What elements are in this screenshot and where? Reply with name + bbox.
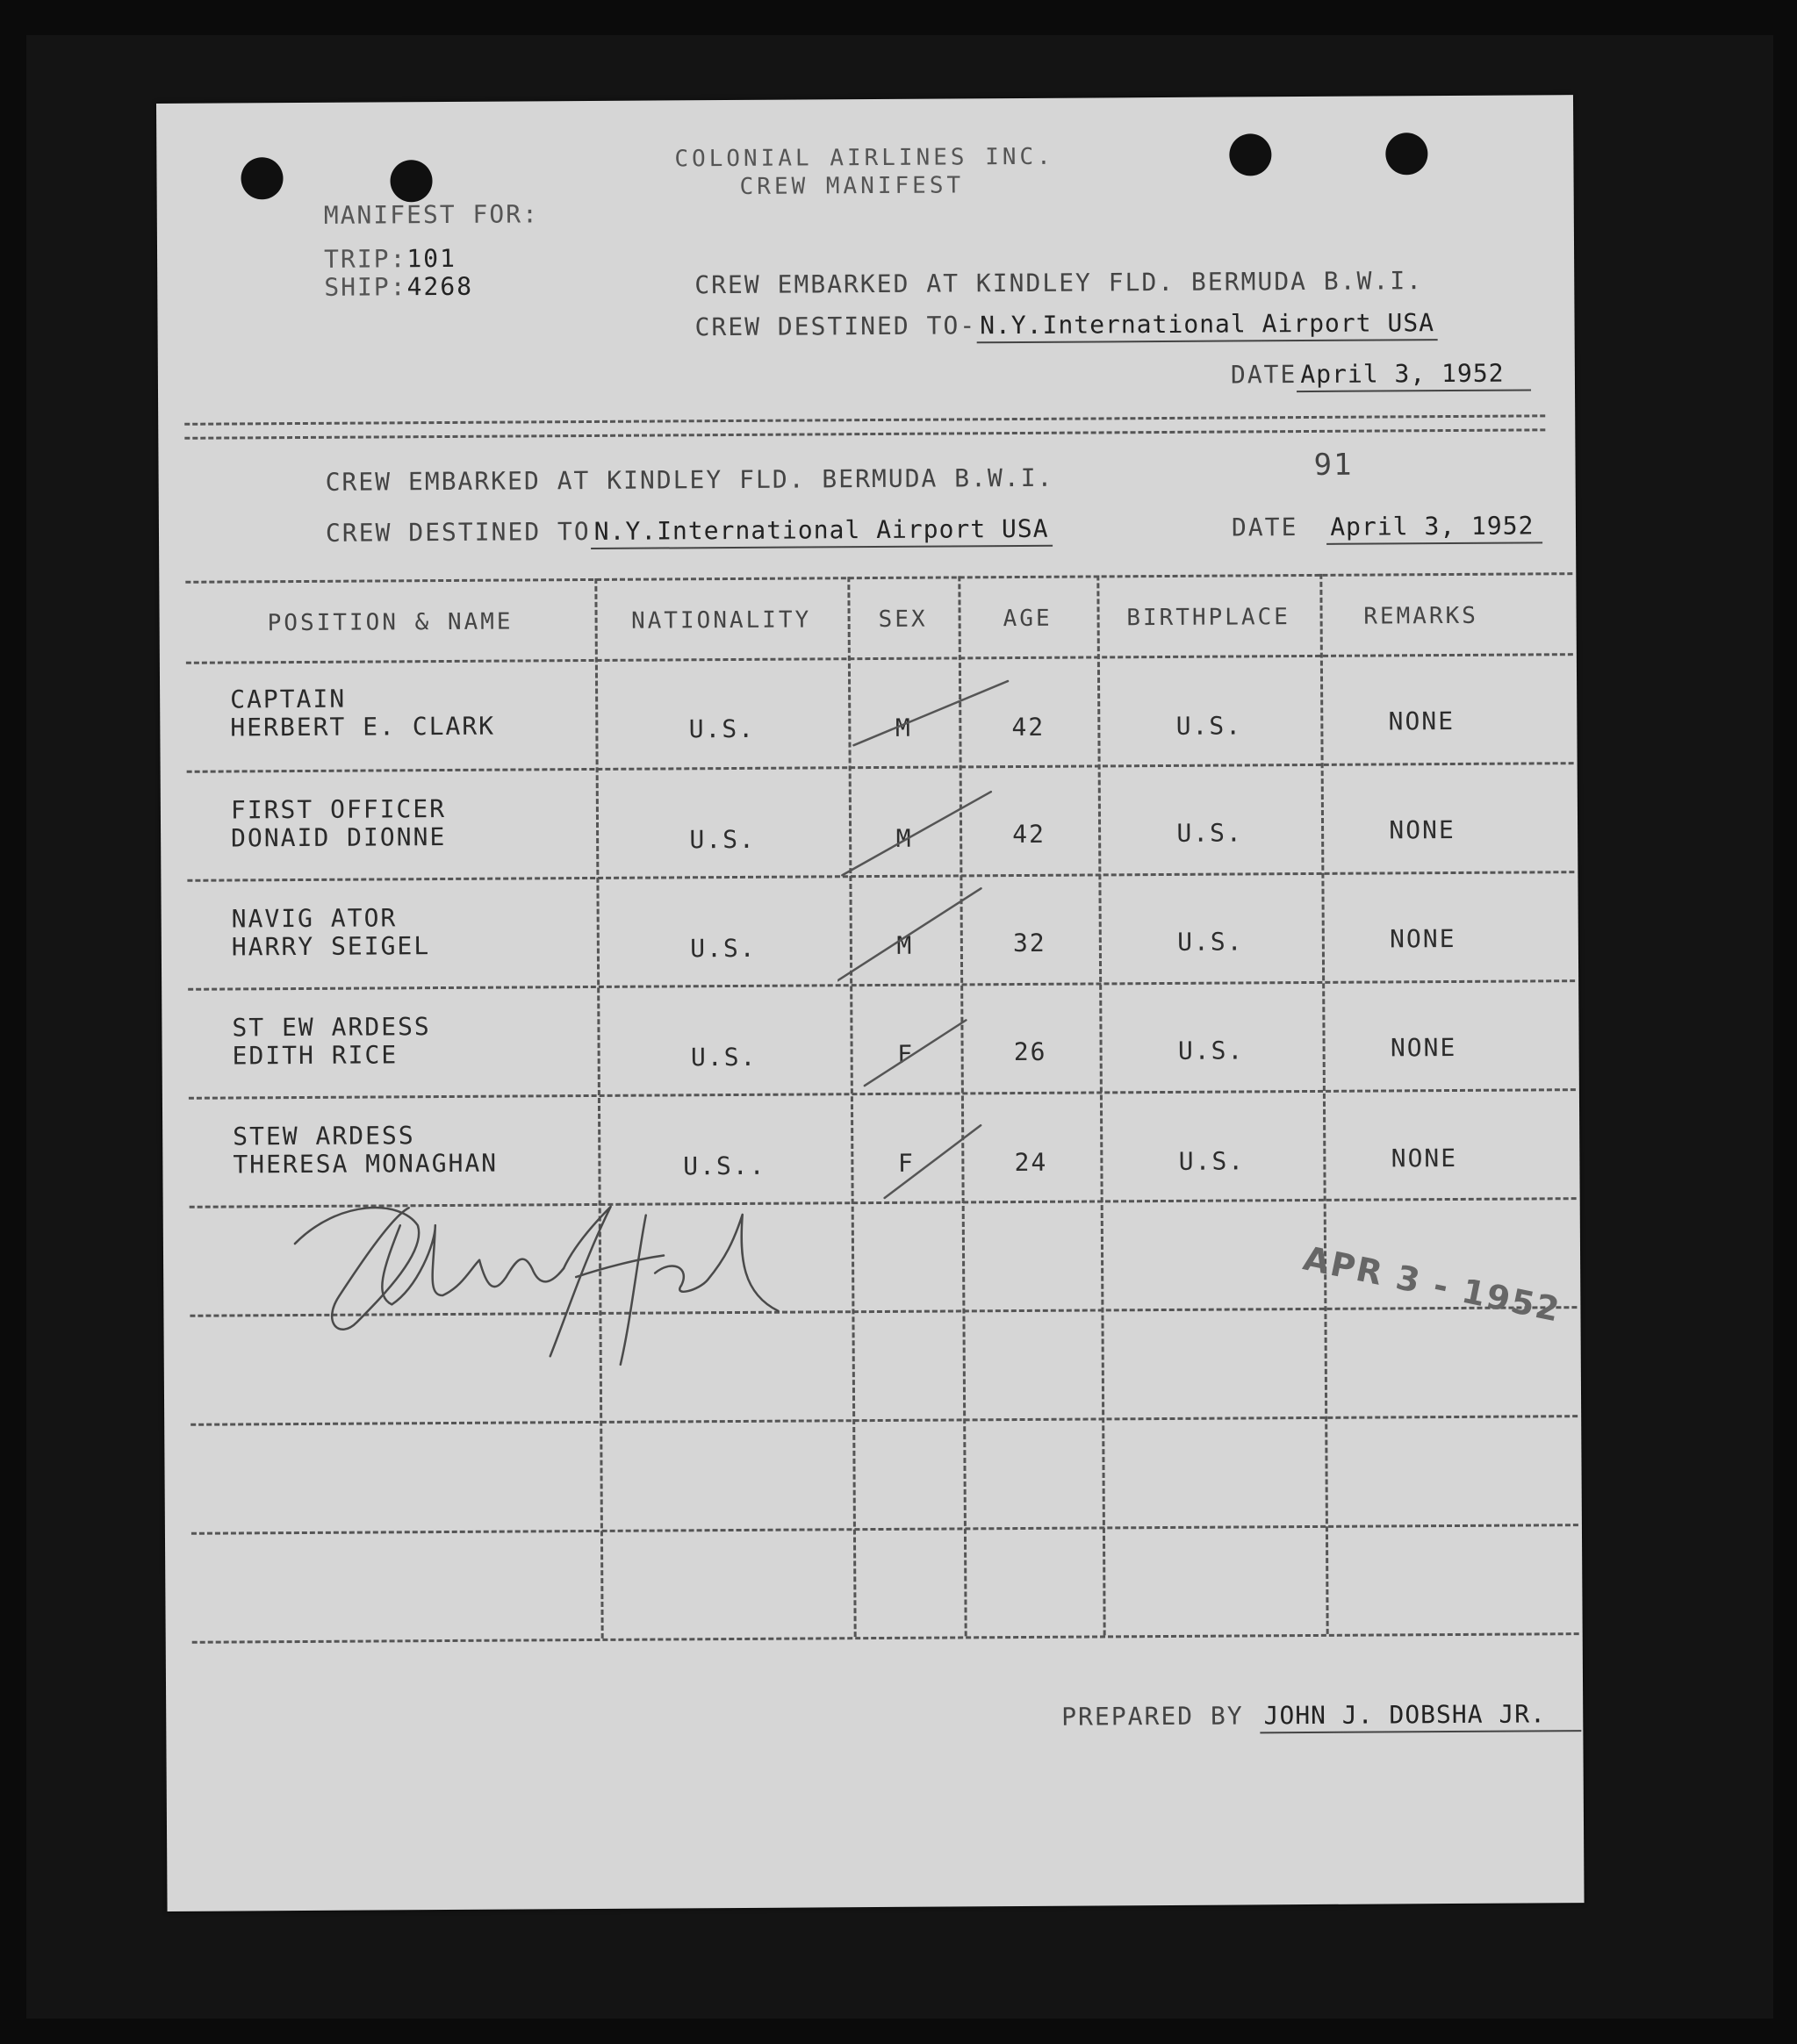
page-number: 91 — [1313, 447, 1354, 483]
table-row-birthplace: U.S. — [1176, 818, 1243, 848]
table-row-remarks: NONE — [1391, 1143, 1458, 1173]
table-rule — [190, 1415, 1578, 1426]
table-row-name: EDITH RICE — [232, 1040, 399, 1071]
table-row-sex: M — [895, 823, 913, 853]
table-row-position: STEW ARDESS — [233, 1121, 415, 1151]
table-row-name: HERBERT E. CLARK — [230, 711, 496, 742]
punch-hole-icon — [1385, 133, 1427, 175]
trip-value: 101 — [406, 243, 457, 274]
header-date-value: April 3, 1952 — [1297, 358, 1530, 392]
section-date: DATE April 3, 1952 — [1232, 511, 1543, 541]
section-destined-value: N.Y.International Airport USA — [591, 514, 1053, 549]
table-row-remarks: NONE — [1390, 1032, 1457, 1063]
table-row-name: DONAID DIONNE — [231, 821, 447, 853]
manifest-page — [156, 95, 1585, 1911]
table-row-age: 24 — [1014, 1147, 1048, 1178]
table-row-birthplace: U.S. — [1178, 1146, 1246, 1176]
punch-hole-icon — [241, 157, 283, 199]
company-name: COLONIAL AIRLINES INC. — [674, 143, 1054, 173]
table-rule — [191, 1524, 1578, 1535]
table-row-sex: F — [897, 1148, 915, 1178]
section-destined: CREW DESTINED TO N.Y.International Airport USA — [326, 514, 1053, 548]
check-mark-icon — [853, 681, 1008, 745]
table-row-position: FIRST OFFICER — [230, 793, 447, 825]
date-stamp: APR 3 - 1952 — [1299, 1238, 1564, 1330]
table-row-age: 32 — [1012, 928, 1046, 958]
punch-hole-icon — [390, 160, 432, 202]
table-row-name: THERESA MONAGHAN — [233, 1148, 499, 1180]
table-row-birthplace: U.S. — [1175, 711, 1243, 741]
table-row-nationality: U.S. — [689, 824, 756, 855]
check-marks — [836, 660, 1067, 1241]
prepared-by: PREPARED BY JOHN J. DOBSHA JR. — [1061, 1699, 1581, 1732]
table-row-remarks: NONE — [1390, 923, 1456, 954]
header-destined: CREW DESTINED TO- N.Y.International Airport USA — [694, 308, 1438, 341]
check-mark-icon — [884, 1125, 981, 1198]
table-row-name: HARRY SEIGEL — [231, 931, 431, 962]
table-row-sex: M — [896, 930, 914, 960]
table-row-nationality: U.S. — [688, 714, 756, 744]
table-row-nationality: U.S. — [690, 933, 757, 964]
table-row-position: NAVIG ATOR — [231, 903, 398, 934]
table-row-age: 26 — [1013, 1036, 1047, 1067]
check-mark-icon — [837, 888, 981, 980]
column-header-remarks: REMARKS — [1363, 602, 1478, 630]
column-header-sex: SEX — [878, 606, 928, 633]
table-rule — [185, 572, 1572, 584]
table-rule — [192, 1632, 1579, 1644]
ship-line: SHIP:4268 — [324, 271, 474, 302]
column-header-birthplace: BIRTHPLACE — [1126, 604, 1290, 632]
table-row-nationality: U.S. — [690, 1042, 758, 1072]
ship-value: 4268 — [406, 271, 474, 302]
prepared-by-value: JOHN J. DOBSHA JR. — [1260, 1699, 1581, 1733]
column-header-nationality: NATIONALITY — [630, 606, 812, 635]
table-row-position: ST EW ARDESS — [232, 1012, 431, 1043]
header-embarked: CREW EMBARKED AT KINDLEY FLD. BERMUDA B.W.I. — [694, 266, 1424, 300]
punch-hole-icon — [1229, 133, 1271, 176]
document-title: CREW MANIFEST — [739, 172, 965, 200]
table-row-remarks: NONE — [1388, 706, 1456, 736]
divider — [184, 414, 1545, 425]
section-date-value: April 3, 1952 — [1326, 511, 1542, 545]
table-row-age: 42 — [1012, 819, 1046, 850]
table-row-sex: M — [895, 713, 912, 742]
column-header-position: POSITION & NAME — [267, 608, 514, 637]
table-row-age: 42 — [1011, 712, 1046, 742]
signature-icon — [286, 1187, 831, 1384]
check-mark-icon — [864, 1020, 966, 1086]
section-embarked: CREW EMBARKED AT KINDLEY FLD. BERMUDA B.W.I. — [325, 463, 1054, 497]
divider — [184, 428, 1545, 439]
header-date: DATE April 3, 1952 — [1231, 358, 1531, 389]
table-row-nationality: U.S.. — [683, 1151, 766, 1181]
table-row-birthplace: U.S. — [1177, 1036, 1245, 1065]
trip-line: TRIP:101 — [323, 243, 457, 274]
table-row-birthplace: U.S. — [1177, 927, 1244, 957]
header-destined-value: N.Y.International Airport USA — [976, 308, 1438, 343]
column-header-age: AGE — [1003, 605, 1053, 633]
table-row-position: CAPTAIN — [230, 684, 347, 714]
table-row-sex: F — [897, 1039, 915, 1069]
table-row-remarks: NONE — [1389, 814, 1456, 845]
manifest-for-label: MANIFEST FOR: — [323, 199, 540, 230]
check-mark-icon — [842, 792, 992, 875]
